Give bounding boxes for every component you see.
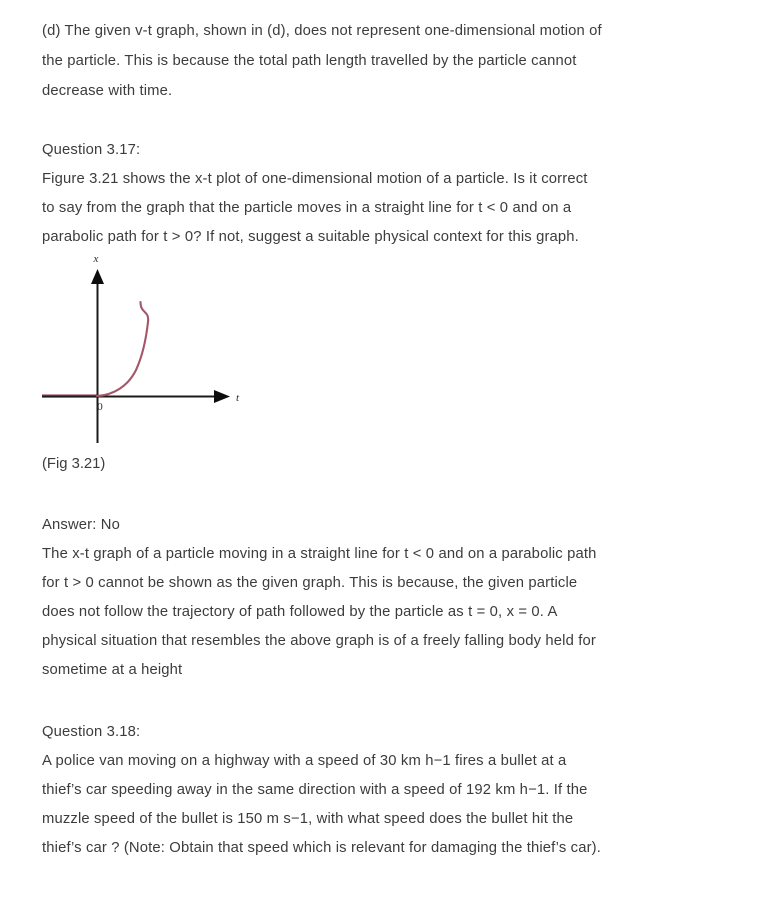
section-answer-3-17 — [42, 511, 742, 685]
x-axis-label: t — [236, 392, 240, 404]
text-line: parabolic path for t > 0? If not, suggest a suitable physical context for this graph. — [42, 229, 579, 245]
text-line: decrease with time. — [42, 83, 173, 99]
answer-3-17-heading: Answer: No — [42, 517, 120, 533]
section-question-3-17 — [42, 136, 742, 252]
figure-caption — [42, 452, 742, 476]
text-line: thief’s car ? (Note: Obtain that speed which is relevant for damaging the thief’s car). — [42, 840, 601, 856]
text-line: sometime at a height — [42, 662, 183, 678]
text-line: muzzle speed of the bullet is 150 m s−1, with what speed does the bullet hit the — [42, 811, 574, 827]
parabolic-curve — [97, 302, 148, 396]
figure-caption-text: (Fig 3.21) — [42, 456, 106, 472]
text-line: to say from the graph that the particle moves in a straight line for t < 0 and on a — [42, 200, 572, 216]
question-3-17-heading: Question 3.17: — [42, 142, 141, 158]
text-line: (d) The given v-t graph, shown in (d), does not represent one-dimensional motion of — [42, 23, 602, 39]
text-line: the particle. This is because the total path length travelled by the particle cannot — [42, 53, 577, 69]
text-line: for t > 0 cannot be shown as the given graph. This is because, the given particle — [42, 575, 578, 591]
t-axis-arrow-icon — [214, 390, 230, 403]
origin-label: 0 — [97, 401, 103, 413]
text-line: does not follow the trajectory of path followed by the particle as t = 0, x = 0. A — [42, 604, 558, 620]
text-line: A police van moving on a highway with a speed of 30 km h−1 fires a bullet at a — [42, 753, 567, 769]
text-line: thief’s car speeding away in the same direction with a speed of 192 km h−1. If the — [42, 782, 588, 798]
x-axis-arrow-icon — [91, 269, 104, 284]
text-line: The x-t graph of a particle moving in a straight line for t < 0 and on a parabolic path — [42, 546, 597, 562]
text-line: physical situation that resembles the above graph is of a freely falling body held for — [42, 633, 596, 649]
figure-3-21-xt-graph — [38, 252, 288, 452]
y-axis-label: x — [93, 253, 99, 265]
paragraph-answer-d — [42, 16, 742, 106]
section-question-3-18 — [42, 718, 742, 863]
xt-graph-svg — [38, 252, 288, 452]
text-line: Figure 3.21 shows the x-t plot of one-dimensional motion of a particle. Is it correct — [42, 171, 588, 187]
question-3-18-heading: Question 3.18: — [42, 724, 141, 740]
